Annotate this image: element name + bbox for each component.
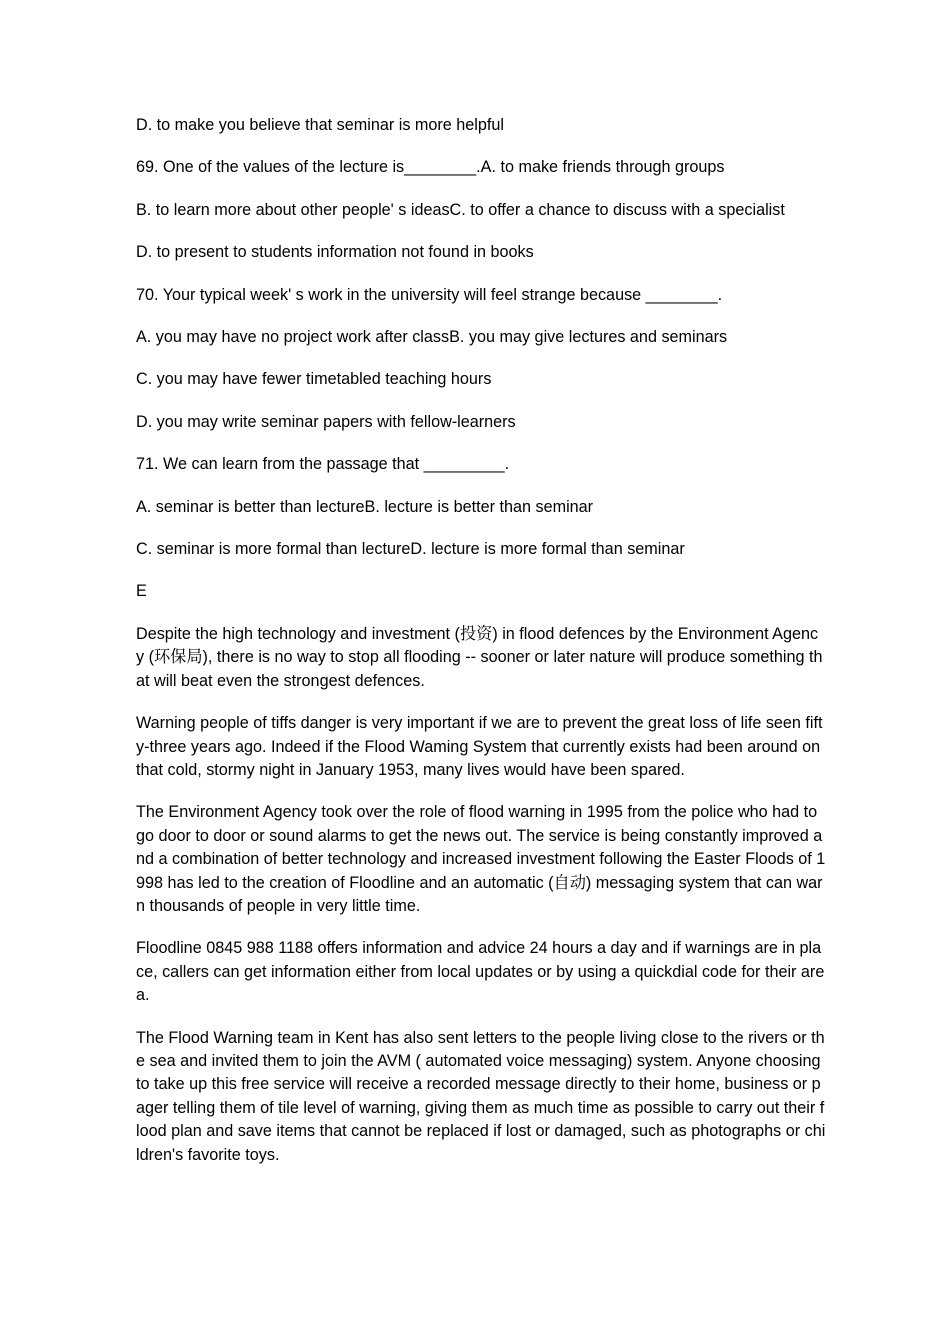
question-71: 71. We can learn from the passage that _________.: [136, 455, 510, 474]
passage-paragraph-3: The Environment Agency took over the role of flood warning in 1995 from the police who had to go door to door or sound alarms to get the news out. The service is being constantly improved and a combination of better technology and increased investment following the Easter Floods of 1998 has led to the creation of Floodline and an automatic (自动) messaging system that can warn thousands of people in very little time.: [136, 803, 826, 915]
passage-paragraph-5: The Flood Warning team in Kent has also sent letters to the people living close to the rivers or the sea and invited them to join the AVM ( automated voice messaging) system. Anyone choosing to take up this free service will receive a recorded message directly to their home, business or pager telling them of tile level of warning, giving them as much time as possible to carry out their flood plan and save items that cannot be replaced if lost or damaged, such as photographs or children's favorite toys.: [136, 1028, 826, 1164]
options-ab-q71: A. seminar is better than lectureB. lecture is better than seminar: [136, 497, 594, 516]
question-70: 70. Your typical week' s work in the university will feel strange because ________.: [136, 285, 723, 304]
options-ab-q70: A. you may have no project work after classB. you may give lectures and seminars: [136, 328, 728, 347]
question-69: 69. One of the values of the lecture is________.A. to make friends through groups: [136, 158, 725, 177]
option-d-q68: D. to make you believe that seminar is more helpful: [136, 116, 504, 134]
options-cd-q71: C. seminar is more formal than lectureD. lecture is more formal than seminar: [136, 540, 685, 559]
passage-paragraph-2: Warning people of tiffs danger is very important if we are to prevent the great loss of life seen fifty-three years ago. Indeed if the Flood Waming System that currently exists had been around on that cold, stormy night in January 1953, many lives would have been spared.: [136, 714, 823, 779]
option-d-q69: D. to present to students information not found in books: [136, 243, 534, 262]
option-d-q70: D. you may write seminar papers with fellow-learners: [136, 412, 516, 431]
options-bc-q69: B. to learn more about other people' s ideasC. to offer a chance to discuss with a specialist: [136, 200, 785, 219]
option-c-q70: C. you may have fewer timetabled teaching hours: [136, 370, 492, 389]
passage-paragraph-1: Despite the high technology and investment (投资) in flood defences by the Environment Agency (环保局), there is no way to stop all flooding -- sooner or later nature will produce something that will beat even the strongest defences.: [136, 624, 823, 690]
section-heading-e: E: [136, 582, 147, 601]
document-page: [136, 114, 826, 1186]
passage-paragraph-4: Floodline 0845 988 1188 offers information and advice 24 hours a day and if warnings are in place, callers can get information either from local updates or by using a quickdial code for their area.: [136, 939, 825, 1005]
